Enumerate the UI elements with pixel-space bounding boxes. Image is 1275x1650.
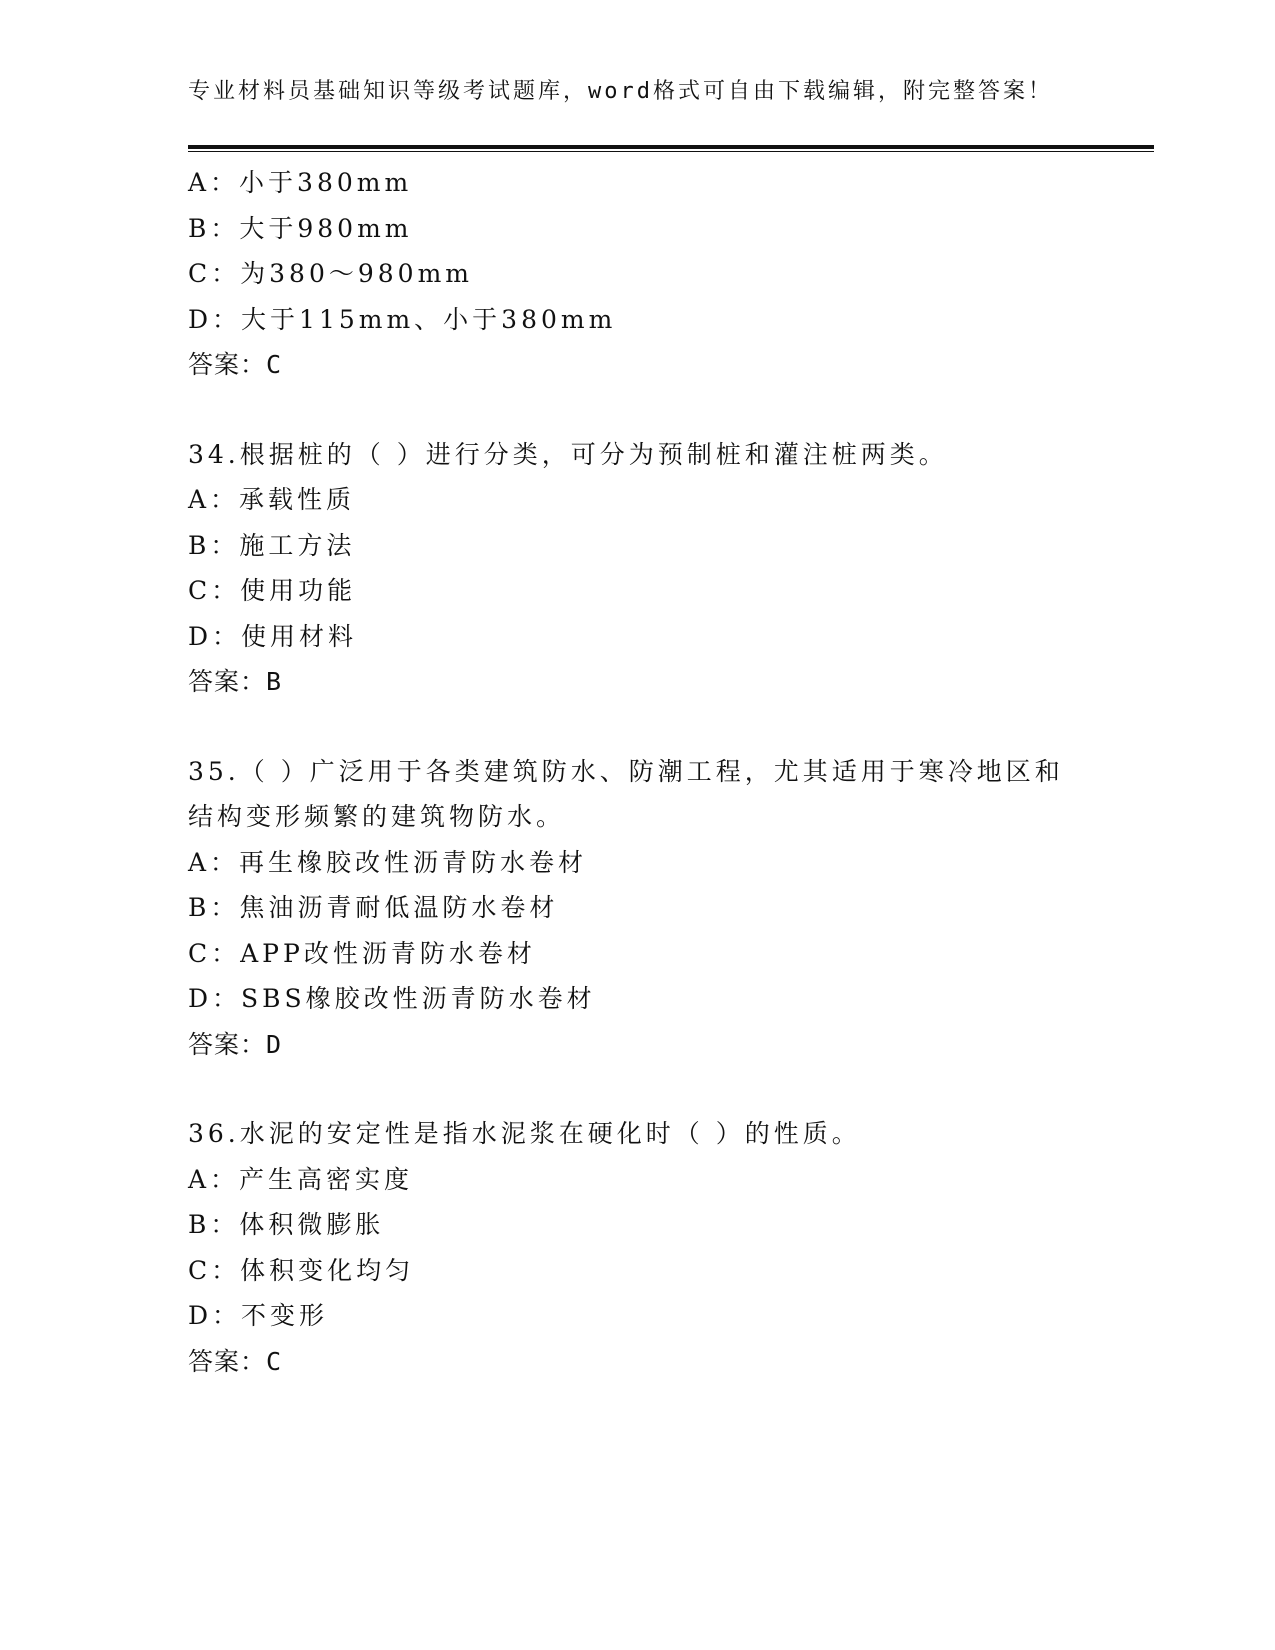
option-b: B：焦油沥青耐低温防水卷材: [188, 893, 559, 922]
question-list: [188, 160, 1088, 1384]
spacer: [188, 705, 1088, 749]
option-a: A：再生橡胶改性沥青防水卷材: [188, 847, 588, 877]
question-block: [188, 1111, 1088, 1384]
answer: 答案：C: [188, 1346, 283, 1376]
question-block: [188, 749, 1088, 1068]
option-d: D：使用材料: [188, 621, 358, 651]
answer: 答案：C: [188, 350, 283, 379]
option-a: A：小于380mm: [188, 168, 413, 197]
option-b: B：大于980mm: [188, 213, 413, 243]
option-c: C：体积变化均匀: [188, 1255, 415, 1285]
header-rule-thin: [188, 151, 1154, 152]
option-a: A：产生高密实度: [188, 1164, 414, 1194]
option-d: D：不变形: [188, 1301, 329, 1330]
page-header-title: 专业材料员基础知识等级考试题库，word格式可自由下载编辑，附完整答案！: [188, 79, 1053, 104]
question-block: [188, 160, 1088, 388]
spacer: [188, 1067, 1088, 1111]
option-d: D：大于115mm、小于380mm: [188, 304, 617, 334]
option-c: C：APP改性沥青防水卷材: [188, 938, 536, 968]
option-c: C：为380～980mm: [188, 259, 473, 288]
option-b: B：体积微膨胀: [188, 1210, 385, 1239]
spacer: [188, 388, 1088, 432]
question-text-continued: 结构变形频繁的建筑物防水。: [188, 802, 566, 831]
header-rule-thick: [188, 145, 1154, 149]
answer: 答案：B: [188, 667, 283, 696]
option-a: A：承载性质: [188, 485, 356, 514]
option-c: C：使用功能: [188, 576, 357, 605]
question-block: [188, 432, 1088, 705]
option-d: D：SBS橡胶改性沥青防水卷材: [188, 984, 596, 1013]
option-b: B：施工方法: [188, 530, 356, 560]
answer: 答案：D: [188, 1029, 283, 1059]
question-text: 36.水泥的安定性是指水泥浆在硬化时（ ）的性质。: [188, 1119, 861, 1148]
question-text: 34.根据桩的（ ）进行分类，可分为预制桩和灌注桩两类。: [188, 439, 948, 469]
question-text: 35.（ ）广泛用于各类建筑防水、防潮工程，尤其适用于寒冷地区和: [188, 756, 1064, 786]
